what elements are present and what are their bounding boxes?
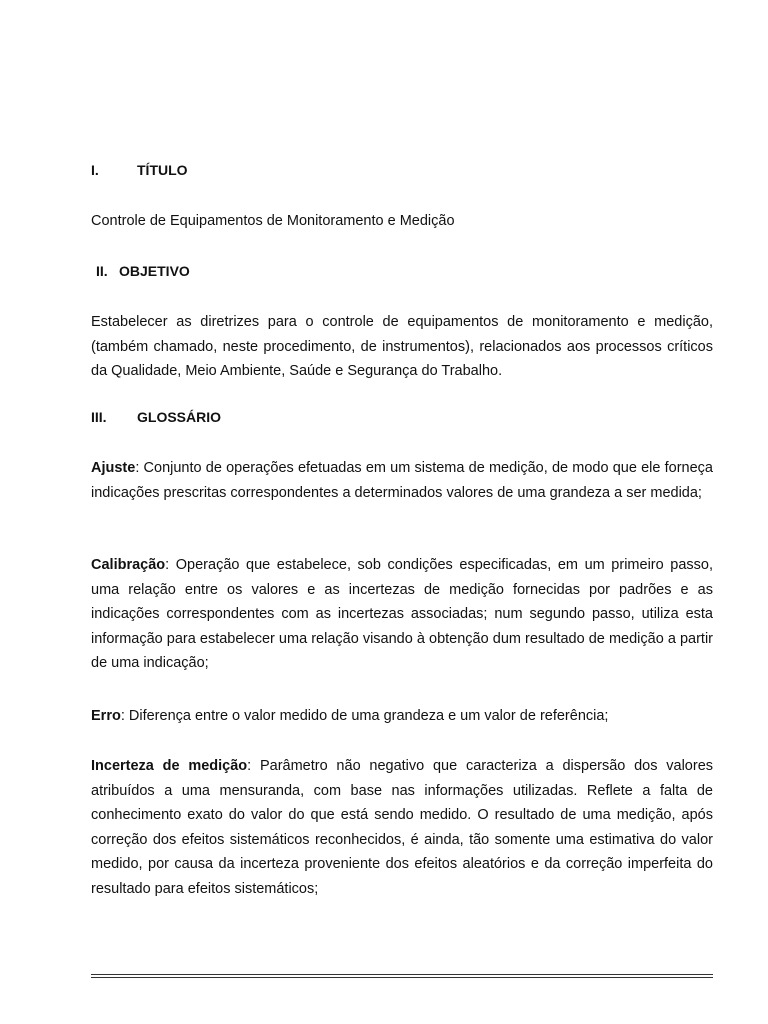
glossary-term: Ajuste bbox=[91, 460, 136, 476]
glossary-definition: : Diferença entre o valor medido de uma grandeza e um valor de referência; bbox=[120, 708, 609, 724]
section-title: TÍTULO bbox=[137, 162, 188, 178]
section-heading-glossario bbox=[91, 407, 221, 427]
footer-divider bbox=[91, 974, 713, 978]
section-title: OBJETIVO bbox=[119, 263, 190, 279]
objetivo-text: Estabelecer as diretrizes para o controle de equipamentos de monitoramento e medição, (também chamado, neste procedimento, de instrumentos), relacionados aos processos críticos da Qualidade, Meio Ambiente, Saúde e Segurança do Trabalho. bbox=[91, 314, 713, 379]
glossary-entry-calibracao bbox=[91, 553, 713, 676]
section-number: I. bbox=[91, 162, 99, 178]
glossary-term: Calibração bbox=[91, 557, 166, 573]
titulo-text: Controle de Equipamentos de Monitoramento e Medição bbox=[91, 213, 455, 229]
section-number: III. bbox=[91, 409, 107, 425]
section-heading-objetivo bbox=[96, 261, 190, 281]
glossary-entry-ajuste bbox=[91, 456, 713, 505]
glossary-term: Erro bbox=[91, 708, 121, 724]
document-page bbox=[91, 0, 713, 1024]
glossary-entry-erro bbox=[91, 704, 713, 729]
glossary-definition: : Parâmetro não negativo que caracteriza a dispersão dos valores atribuídos a uma mensuranda, com base nas informações utilizadas. Reflete a falta de conhecimento exato do valor do que está sendo medido. O resultado de uma medição, após correção dos efeitos sistemáticos reconhecidos, é ainda, tão somente uma estimativa do valor medido, por causa da incerteza proveniente dos efeitos aleatórios e da correção imperfeita do resultado para efeitos sistemáticos; bbox=[91, 758, 714, 897]
glossary-entry-incerteza bbox=[91, 754, 713, 901]
section-title: GLOSSÁRIO bbox=[137, 409, 222, 425]
glossary-definition: : Operação que estabelece, sob condições especificadas, em um primeiro passo, uma relação entre os valores e as incertezas de medição fornecidas por padrões e as indicações correspondentes com as incertezas associadas; num segundo passo, utiliza esta informação para estabelecer uma relação visando à obtenção dum resultado de medição a partir de uma indicação; bbox=[91, 557, 713, 671]
section-number: II. bbox=[96, 263, 108, 279]
glossary-term: Incerteza de medição bbox=[91, 758, 248, 774]
section-heading-titulo bbox=[91, 160, 188, 180]
glossary-definition: : Conjunto de operações efetuadas em um sistema de medição, de modo que ele forneça indicações prescritas correspondentes a determinados valores de uma grandeza a ser medida; bbox=[91, 460, 713, 501]
